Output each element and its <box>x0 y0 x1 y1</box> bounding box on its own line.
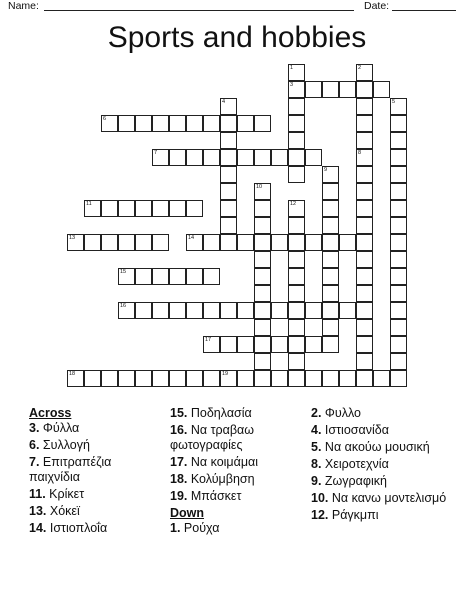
clue-text: Ρούχα <box>180 521 220 535</box>
cell-number: 13 <box>69 235 76 241</box>
grid-cell[interactable] <box>118 200 135 217</box>
grid-cell[interactable] <box>220 336 237 353</box>
grid-cell[interactable] <box>356 149 373 166</box>
grid-cell[interactable] <box>288 149 305 166</box>
grid-cell[interactable] <box>356 132 373 149</box>
grid-cell[interactable] <box>203 149 220 166</box>
grid-cell[interactable] <box>118 268 135 285</box>
clue-item <box>29 521 154 536</box>
grid-cell[interactable] <box>220 98 237 115</box>
grid-cell[interactable] <box>271 302 288 319</box>
clue-item <box>170 406 305 421</box>
grid-cell[interactable] <box>390 183 407 200</box>
clue-item <box>29 504 154 519</box>
grid-cell[interactable] <box>169 149 186 166</box>
page-title: Sports and hobbies <box>107 21 367 54</box>
grid-cell[interactable] <box>390 370 407 387</box>
grid-cell[interactable] <box>254 115 271 132</box>
grid-cell[interactable] <box>322 166 339 183</box>
grid-cell[interactable] <box>203 268 220 285</box>
grid-cell[interactable] <box>220 166 237 183</box>
clue-number: 16. <box>170 423 188 437</box>
clue-number: 13. <box>29 504 47 518</box>
grid-cell[interactable] <box>220 234 237 251</box>
grid-cell[interactable] <box>220 370 237 387</box>
grid-cell[interactable] <box>356 353 373 370</box>
grid-cell[interactable] <box>288 336 305 353</box>
grid-cell[interactable] <box>152 268 169 285</box>
grid-cell[interactable] <box>135 370 152 387</box>
grid-cell[interactable] <box>203 370 220 387</box>
clue-text: Μπάσκετ <box>187 489 242 503</box>
grid-cell[interactable] <box>305 149 322 166</box>
grid-cell[interactable] <box>135 234 152 251</box>
clue-number: 11. <box>29 487 46 501</box>
clue-number: 5. <box>311 440 322 454</box>
grid-cell[interactable] <box>271 370 288 387</box>
grid-cell[interactable] <box>152 370 169 387</box>
grid-cell[interactable] <box>288 217 305 234</box>
grid-cell[interactable] <box>186 268 203 285</box>
grid-cell[interactable] <box>322 81 339 98</box>
grid-cell[interactable] <box>288 285 305 302</box>
cell-number: 16 <box>120 303 127 309</box>
grid-cell[interactable] <box>390 234 407 251</box>
grid-cell[interactable] <box>101 200 118 217</box>
clue-item <box>311 457 461 472</box>
clue-number: 6. <box>29 438 40 452</box>
grid-cell[interactable] <box>152 234 169 251</box>
grid-cell[interactable] <box>322 217 339 234</box>
grid-cell[interactable] <box>356 183 373 200</box>
grid-cell[interactable] <box>305 336 322 353</box>
clues-section <box>0 400 474 613</box>
cell-number: 14 <box>188 235 195 241</box>
grid-cell[interactable] <box>186 234 203 251</box>
grid-cell[interactable] <box>254 353 271 370</box>
clue-item <box>29 438 154 453</box>
grid-cell[interactable] <box>288 370 305 387</box>
grid-cell[interactable] <box>203 302 220 319</box>
clue-text: Χειροτεχνία <box>321 457 389 471</box>
grid-cell[interactable] <box>356 81 373 98</box>
clue-number: 14. <box>29 521 47 535</box>
cell-number: 5 <box>392 99 396 105</box>
grid-cell[interactable] <box>271 234 288 251</box>
clue-text: Χόκεϊ <box>46 504 80 518</box>
name-label: Name: <box>8 0 39 12</box>
grid-cell[interactable] <box>118 370 135 387</box>
grid-cell[interactable] <box>254 183 271 200</box>
grid-cell[interactable] <box>135 302 152 319</box>
grid-cell[interactable] <box>254 251 271 268</box>
grid-cell[interactable] <box>339 81 356 98</box>
clue-item <box>311 423 461 438</box>
grid-cell[interactable] <box>169 370 186 387</box>
grid-cell[interactable] <box>237 370 254 387</box>
grid-cell[interactable] <box>67 370 84 387</box>
grid-cell[interactable] <box>322 183 339 200</box>
clue-text: Φύλλα <box>39 421 80 435</box>
cell-number: 6 <box>103 116 107 122</box>
grid-cell[interactable] <box>237 302 254 319</box>
grid-cell[interactable] <box>84 200 101 217</box>
grid-cell[interactable] <box>305 234 322 251</box>
grid-cell[interactable] <box>254 370 271 387</box>
cell-number: 19 <box>222 371 229 377</box>
grid-cell[interactable] <box>186 370 203 387</box>
clue-text: Ζωγραφική <box>321 474 387 488</box>
grid-cell[interactable] <box>390 353 407 370</box>
clue-list-down-2 <box>311 406 461 523</box>
grid-cell[interactable] <box>390 336 407 353</box>
clue-number: 10. <box>311 491 329 505</box>
grid-cell[interactable] <box>390 251 407 268</box>
grid-cell[interactable] <box>237 149 254 166</box>
grid-cell[interactable] <box>288 115 305 132</box>
grid-cell[interactable] <box>203 234 220 251</box>
clue-item <box>29 421 154 436</box>
clue-number: 2. <box>311 406 322 420</box>
grid-cell[interactable] <box>101 370 118 387</box>
grid-cell[interactable] <box>135 115 152 132</box>
grid-cell[interactable] <box>390 149 407 166</box>
clue-text: Επιτραπέζια παιχνίδια <box>29 455 112 484</box>
grid-cell[interactable] <box>118 302 135 319</box>
grid-cell[interactable] <box>254 200 271 217</box>
grid-cell[interactable] <box>288 353 305 370</box>
grid-cell[interactable] <box>390 319 407 336</box>
cell-number: 1 <box>290 65 294 71</box>
clue-item <box>29 487 154 502</box>
cell-number: 15 <box>120 269 127 275</box>
grid-cell[interactable] <box>237 115 254 132</box>
clue-item <box>170 521 305 536</box>
grid-cell[interactable] <box>356 166 373 183</box>
grid-cell[interactable] <box>135 268 152 285</box>
grid-cell[interactable] <box>356 217 373 234</box>
clue-text: Να τραβαω φωτογραφίες <box>170 423 255 452</box>
clue-number: 17. <box>170 455 188 469</box>
clue-item <box>311 474 461 489</box>
grid-cell[interactable] <box>390 166 407 183</box>
grid-cell[interactable] <box>322 285 339 302</box>
clue-text: Να κοιμάμαι <box>187 455 259 469</box>
clue-item <box>170 455 305 470</box>
grid-cell[interactable] <box>220 149 237 166</box>
grid-cell[interactable] <box>186 200 203 217</box>
grid-cell[interactable] <box>169 268 186 285</box>
clue-text: Κρίκετ <box>45 487 85 501</box>
grid-cell[interactable] <box>356 268 373 285</box>
grid-cell[interactable] <box>356 200 373 217</box>
clue-item <box>170 489 305 504</box>
grid-cell[interactable] <box>220 132 237 149</box>
grid-cell[interactable] <box>220 217 237 234</box>
grid-cell[interactable] <box>305 302 322 319</box>
grid-cell[interactable] <box>186 149 203 166</box>
grid-cell[interactable] <box>288 319 305 336</box>
grid-cell[interactable] <box>288 81 305 98</box>
grid-cell[interactable] <box>322 234 339 251</box>
grid-cell[interactable] <box>390 268 407 285</box>
grid-cell[interactable] <box>390 132 407 149</box>
grid-cell[interactable] <box>203 336 220 353</box>
clues-column-1 <box>29 406 154 538</box>
clue-text: Συλλογή <box>39 438 90 452</box>
clue-list-down-1 <box>170 521 305 536</box>
clues-column-3 <box>311 406 461 525</box>
grid-cell[interactable] <box>322 370 339 387</box>
clue-text: Να ακούω μουσική <box>321 440 430 454</box>
cell-number: 10 <box>256 184 263 190</box>
grid-cell[interactable] <box>118 234 135 251</box>
grid-cell[interactable] <box>203 115 220 132</box>
cell-number: 17 <box>205 337 212 343</box>
grid-cell[interactable] <box>356 64 373 81</box>
clue-item <box>311 508 461 523</box>
date-label: Date: <box>364 0 390 12</box>
clue-number: 9. <box>311 474 322 488</box>
grid-cell[interactable] <box>390 217 407 234</box>
grid-cell[interactable] <box>322 319 339 336</box>
clue-list-across-2 <box>170 406 305 504</box>
grid-cell[interactable] <box>169 200 186 217</box>
grid-cell[interactable] <box>373 81 390 98</box>
grid-cell[interactable] <box>356 302 373 319</box>
grid-cell[interactable] <box>356 115 373 132</box>
grid-cell[interactable] <box>288 166 305 183</box>
grid-cell[interactable] <box>305 81 322 98</box>
clue-item <box>311 491 461 506</box>
grid-cell[interactable] <box>220 200 237 217</box>
grid-cell[interactable] <box>356 319 373 336</box>
grid-cell[interactable] <box>390 200 407 217</box>
grid-cell[interactable] <box>169 115 186 132</box>
grid-cell[interactable] <box>254 268 271 285</box>
grid-cell[interactable] <box>322 200 339 217</box>
grid-cell[interactable] <box>339 234 356 251</box>
grid-cell[interactable] <box>152 115 169 132</box>
clue-text: Ιστιοσανίδα <box>321 423 389 437</box>
grid-cell[interactable] <box>237 234 254 251</box>
grid-cell[interactable] <box>152 302 169 319</box>
clue-number: 19. <box>170 489 188 503</box>
grid-cell[interactable] <box>254 336 271 353</box>
cell-number: 3 <box>290 82 294 88</box>
grid-cell[interactable] <box>288 251 305 268</box>
clue-number: 12. <box>311 508 329 522</box>
grid-cell[interactable] <box>271 336 288 353</box>
grid-cell[interactable] <box>356 98 373 115</box>
grid-cell[interactable] <box>220 183 237 200</box>
cell-number: 7 <box>154 150 158 156</box>
grid-cell[interactable] <box>186 302 203 319</box>
grid-cell[interactable] <box>390 98 407 115</box>
grid-cell[interactable] <box>101 115 118 132</box>
grid-cell[interactable] <box>373 370 390 387</box>
grid-cell[interactable] <box>322 336 339 353</box>
grid-cell[interactable] <box>237 336 254 353</box>
grid-cell[interactable] <box>254 319 271 336</box>
grid-cell[interactable] <box>288 268 305 285</box>
clue-number: 4. <box>311 423 322 437</box>
grid-cell[interactable] <box>186 115 203 132</box>
grid-cell[interactable] <box>271 149 288 166</box>
grid-cell[interactable] <box>356 370 373 387</box>
grid-cell[interactable] <box>288 98 305 115</box>
grid-cell[interactable] <box>356 336 373 353</box>
cell-number: 12 <box>290 201 297 207</box>
clue-text: Φυλλο <box>321 406 361 420</box>
clue-item <box>311 440 461 455</box>
grid-cell[interactable] <box>169 302 186 319</box>
grid-cell[interactable] <box>339 370 356 387</box>
grid-cell[interactable] <box>390 302 407 319</box>
clue-text: Να κανω μοντελισμό <box>328 491 447 505</box>
clue-number: 18. <box>170 472 188 486</box>
grid-cell[interactable] <box>254 285 271 302</box>
clue-item <box>29 455 154 485</box>
grid-cell[interactable] <box>84 370 101 387</box>
clue-number: 1. <box>170 521 181 535</box>
clue-text: Ράγκμπι <box>328 508 379 522</box>
clue-number: 3. <box>29 421 40 435</box>
clue-item <box>170 423 305 453</box>
clue-text: Ποδηλασία <box>187 406 252 420</box>
grid-cell[interactable] <box>322 302 339 319</box>
cell-number: 9 <box>324 167 328 173</box>
grid-cell[interactable] <box>356 251 373 268</box>
clue-number: 15. <box>170 406 188 420</box>
grid-cell[interactable] <box>254 302 271 319</box>
grid-cell[interactable] <box>322 268 339 285</box>
cell-number: 18 <box>69 371 76 377</box>
grid-cell[interactable] <box>390 285 407 302</box>
grid-cell[interactable] <box>118 115 135 132</box>
grid-cell[interactable] <box>152 200 169 217</box>
across-heading: Across <box>29 406 72 420</box>
clue-list-across-1 <box>29 421 154 536</box>
grid-cell[interactable] <box>356 234 373 251</box>
clue-text: Ιστιοπλοΐα <box>46 521 108 535</box>
cell-number: 4 <box>222 99 226 105</box>
grid-cell[interactable] <box>322 251 339 268</box>
clue-number: 7. <box>29 455 40 469</box>
clue-number: 8. <box>311 457 322 471</box>
grid-cell[interactable] <box>220 302 237 319</box>
grid-cell[interactable] <box>288 302 305 319</box>
grid-cell[interactable] <box>254 217 271 234</box>
cell-number: 8 <box>358 150 362 156</box>
grid-cell[interactable] <box>84 234 101 251</box>
grid-cell[interactable] <box>390 115 407 132</box>
grid-cell[interactable] <box>288 200 305 217</box>
grid-cell[interactable] <box>305 370 322 387</box>
cell-number: 11 <box>86 201 92 207</box>
grid-cell[interactable] <box>152 149 169 166</box>
grid-cell[interactable] <box>220 115 237 132</box>
grid-cell[interactable] <box>101 234 118 251</box>
clue-item <box>170 472 305 487</box>
grid-cell[interactable] <box>254 234 271 251</box>
grid-cell[interactable] <box>288 132 305 149</box>
grid-cell[interactable] <box>254 149 271 166</box>
down-heading: Down <box>170 506 205 520</box>
grid-cell[interactable] <box>288 234 305 251</box>
grid-cell[interactable] <box>67 234 84 251</box>
grid-cell[interactable] <box>288 64 305 81</box>
grid-cell[interactable] <box>356 285 373 302</box>
clue-text: Κολύμβηση <box>187 472 255 486</box>
clues-column-2 <box>170 406 305 538</box>
grid-cell[interactable] <box>339 302 356 319</box>
cell-number: 2 <box>358 65 362 71</box>
clue-item <box>311 406 461 421</box>
grid-cell[interactable] <box>135 200 152 217</box>
